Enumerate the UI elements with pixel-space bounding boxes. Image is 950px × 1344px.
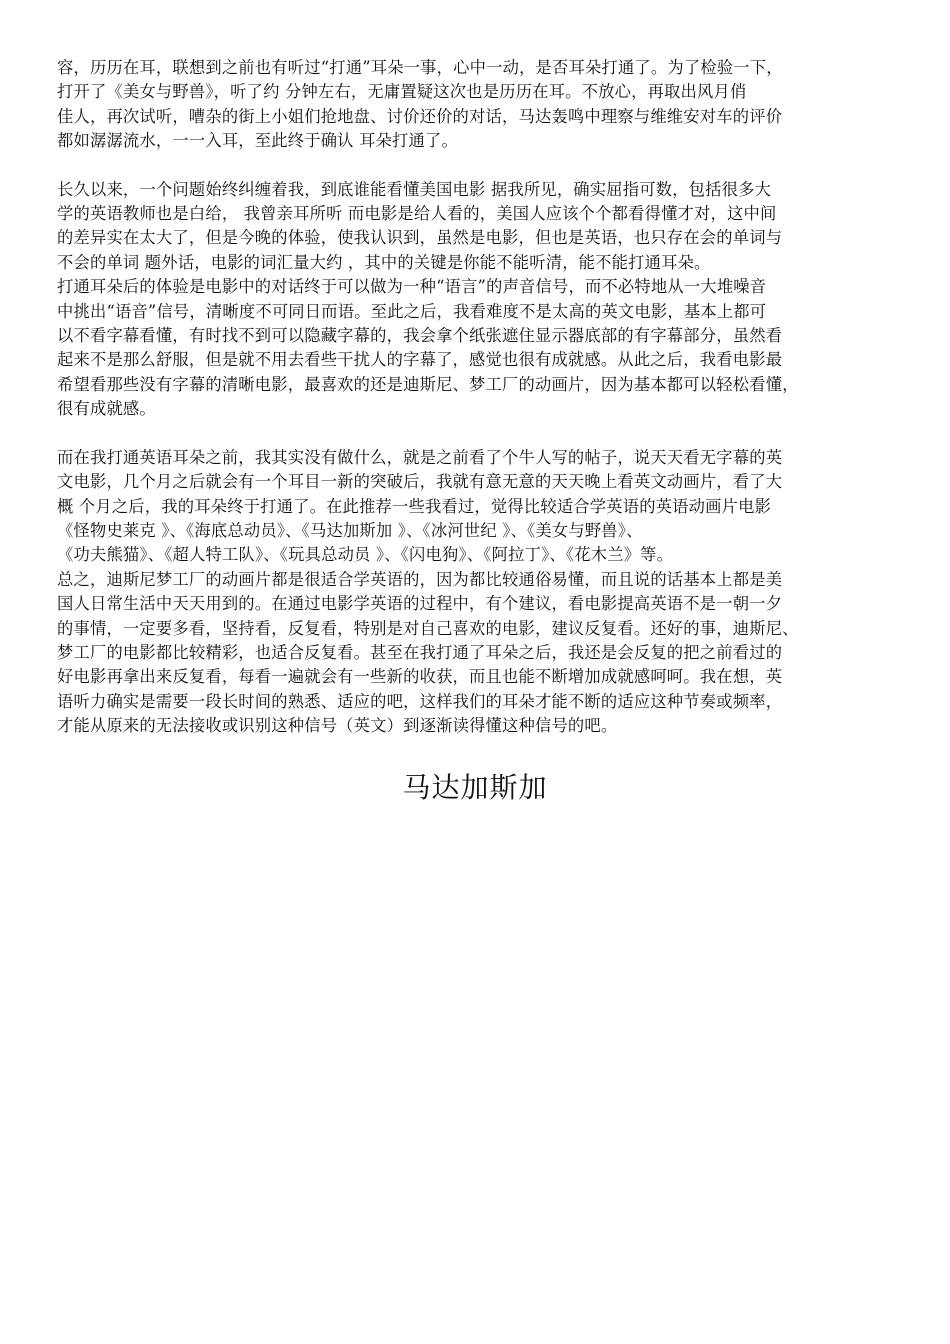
paragraph-line: 容，历历在耳，联想到之前也有听过“打通”耳朵一事，心中一动，是否耳朵打通了。为了检验一下， xyxy=(57,58,783,77)
paragraph-line: 文电影，几个月之后就会有一个耳目一新的突破后，我就有意无意的天天晚上看英文动画片，看了大 xyxy=(57,472,783,492)
paragraph-line: 国人日常生活中天天用到的。在通过电影学英语的过程中，有个建议，看电影提高英语不是一朝一夕 xyxy=(57,594,783,614)
paragraph-line: 打通耳朵后的体验是电影中的对话终于可以做为一种“语言”的声音信号，而不必特地从一大堆噪音 xyxy=(57,277,767,297)
paragraph-3 xyxy=(57,446,893,739)
paragraph-line: 而在我打通英语耳朵之前，我其实没有做什么，就是之前看了个牛人写的帖子，说天天看无字幕的英 xyxy=(57,447,783,467)
paragraph-line: 希望看那些没有字幕的清晰电影，最喜欢的还是迪斯尼、梦工厂的动画片，因为基本都可以轻松看懂， xyxy=(57,374,799,394)
paragraph-line: 总之，迪斯尼梦工厂的动画片都是很适合学英语的，因为都比较通俗易懂，而且说的话基本上都是美 xyxy=(57,569,783,589)
paragraph-1 xyxy=(57,56,893,154)
paragraph-line: 梦工厂的电影都比较精彩，也适合反复看。甚至在我打通了耳朵之后，我还是会反复的把之前看过的 xyxy=(57,642,783,662)
paragraph-line: 语听力确实是需要一段长时间的熟悉、适应的吧，这样我们的耳朵才能不断的适应这种节奏或频率， xyxy=(57,691,783,711)
paragraph-line: 长久以来，一个问题始终纠缠着我，到底谁能看懂美国电影 据我所见，确实屈指可数，包括很多大 xyxy=(57,179,772,199)
paragraph-line: 佳人，再次试听，嘈杂的街上小姐们抢地盘、讨价还价的对话，马达轰鸣中理察与维维安对车的评价 xyxy=(57,106,783,126)
paragraph-line: 很有成就感。 xyxy=(57,399,156,419)
document-body xyxy=(57,56,893,739)
paragraph-line: 《怪物史莱克 》、《海底总动员》、《马达加斯加 》、《冰河世纪 》、《美女与野兽》、 xyxy=(57,520,643,540)
paragraph-line: 《功夫熊猫》、《超人特工队》、《玩具总动员 》、《闪电狗》、《阿拉丁》、《花木兰》等。 xyxy=(57,545,674,565)
paragraph-line: 都如潺潺流水，一一入耳，至此终于确认 耳朵打通了。 xyxy=(57,131,458,151)
paragraph-line: 打开了《美女与野兽》，听了约 分钟左右，无庸置疑这次也是历历在耳。不放心，再取出风月俏 xyxy=(57,82,747,102)
paragraph-line: 的差异实在太大了，但是今晚的体验，使我认识到，虽然是电影，但也是英语，也只存在会的单词与 xyxy=(57,228,783,248)
paragraph-line: 好电影再拿出来反复看，每看一遍就会有一些新的收获，而且也能不断增加成就感呵呵。我在想，英 xyxy=(57,667,783,687)
paragraph-line: 起来不是那么舒服，但是就不用去看些干扰人的字幕了，感觉也很有成就感。从此之后，我看电影最 xyxy=(57,350,783,370)
paragraph-line: 中挑出“语音”信号，清晰度不可同日而语。至此之后，我看难度不是太高的英文电影，基本上都可 xyxy=(57,301,767,321)
paragraph-line: 不会的单词 题外话，电影的词汇量大约 ，其中的关键是你能不能听清，能不能打通耳朵。 xyxy=(57,252,711,272)
paragraph-line: 的事情，一定要多看，坚持看，反复看，特别是对自己喜欢的电影，建议反复看。还好的事，迪斯尼、 xyxy=(57,618,799,638)
paragraph-gap xyxy=(57,422,893,446)
paragraph-line: 才能从原来的无法接收或识别这种信号（英文）到逐渐读得懂这种信号的吧。 xyxy=(57,716,618,736)
paragraph-line: 以不看字幕看懂，有时找不到可以隐藏字幕的，我会拿个纸张遮住显示器底部的有字幕部分，虽然看 xyxy=(57,326,783,346)
paragraph-gap xyxy=(57,154,893,178)
paragraph-line: 概 个月之后，我的耳朵终于打通了。在此推荐一些我看过，觉得比较适合学英语的英语动画片电影 xyxy=(57,496,772,516)
paragraph-line: 学的英语教师也是白给， 我曾亲耳所听 而电影是给人看的，美国人应该个个都看得懂才对，这中间 xyxy=(57,204,777,224)
paragraph-2 xyxy=(57,178,893,422)
footer-title: 马达加斯加 xyxy=(402,771,548,804)
